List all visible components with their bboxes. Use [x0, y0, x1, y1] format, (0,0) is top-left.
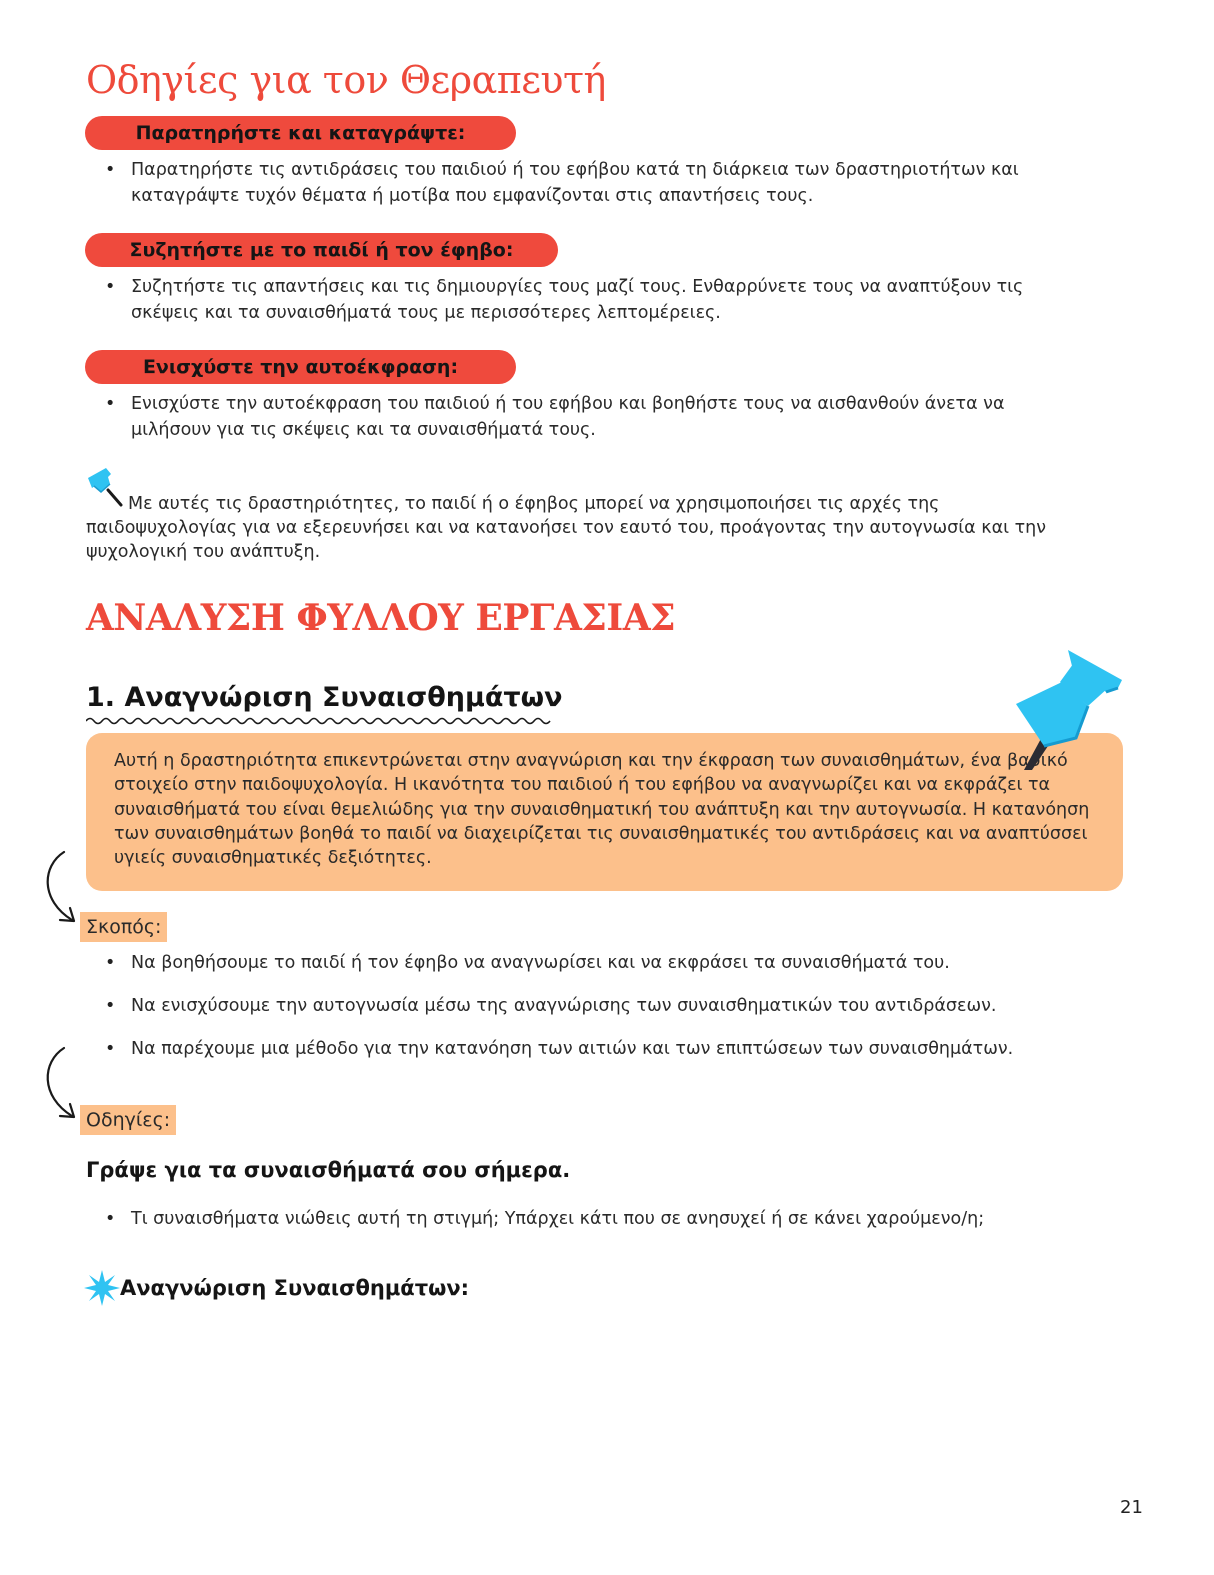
list-item: • Τι συναισθήματα νιώθεις αυτή τη στιγμή; Υπάρχει κάτι που σε ανησυχεί ή σε κάνει χαρούμενο/η;: [86, 1206, 1116, 1232]
list-item: • Συζητήστε τις απαντήσεις και τις δημιουργίες τους μαζί τους. Ενθαρρύνετε τους να αναπτύξουν τις σκέψεις και τα συναισθήματά τους με περισσότερες λεπτομέρειες.: [86, 274, 1086, 326]
section-heading-express: Ενισχύστε την αυτοέκφραση:: [85, 350, 516, 384]
pin-note-text: Με αυτές τις δραστηριότητες, το παιδί ή ο έφηβος μπορεί να χρησιμοποιήσει τις αρχές της παιδοψυχολογίας για να εξερευνήσει και να κατανοήσει τον εαυτό του, προάγοντας την αυτογνωσία και την ψυχολογική του ανάπτυξη.: [86, 494, 1046, 562]
wavy-underline: [86, 716, 554, 726]
page-title: Οδηγίες για τον Θεραπευτή: [86, 58, 606, 102]
list-item: • Να ενισχύσουμε την αυτογνωσία μέσω της αναγνώρισης των συναισθηματικών του αντιδράσεων.: [86, 993, 1116, 1019]
curved-arrow-icon: [38, 848, 82, 930]
pin-note: [86, 492, 1086, 564]
large-pushpin-icon: [1010, 642, 1126, 774]
section-heading-observe: Παρατηρήστε και καταγράψτε:: [85, 116, 516, 150]
intro-text: Αυτή η δραστηριότητα επικεντρώνεται στην αναγνώριση και την έκφραση των συναισθημάτων, ένα βασικό στοιχείο στην παιδοψυχολογία. Η ικανότητα του παιδιού ή του εφήβου να αναγνωρίζει και να εκφράζει τα συναισθήματά του είναι θεμελιώδης για την συναισθηματική του ανάπτυξη και την αυτογνωσία. Η κατανόηση των συναισθημάτων βοηθά το παιδί να διαχειρίζεται τις συναισθηματικές του αντιδράσεις και να αναπτύσσει υγιείς συναισθηματικές δεξιότητες.: [114, 751, 1090, 869]
bullet-list-discuss: [86, 274, 1086, 326]
list-item: • Ενισχύστε την αυτοέκφραση του παιδιού ή του εφήβου και βοηθήστε τους να αισθανθούν άνετα να μιλήσουν για τις σκέψεις και τα συναισθήματά τους.: [86, 391, 1046, 443]
activity-title: 1. Αναγνώριση Συναισθημάτων: [86, 682, 563, 713]
section-heading-discuss: Συζητήστε με το παιδί ή τον έφηβο:: [85, 233, 558, 267]
list-item: • Παρατηρήστε τις αντιδράσεις του παιδιού ή του εφήβου κατά τη διάρκεια των δραστηριοτήτων και καταγράψτε τυχόν θέματα ή μοτίβα που εμφανίζονται στις απαντήσεις τους.: [86, 157, 1086, 209]
starburst-icon: [84, 1270, 120, 1306]
page-number: 21: [1120, 1497, 1143, 1518]
bullet-list-express: [86, 391, 1046, 443]
emotion-recognition-heading: Αναγνώριση Συναισθημάτων:: [120, 1276, 470, 1300]
instructions-label: Οδηγίες:: [80, 1105, 176, 1135]
purpose-label: Σκοπός:: [80, 912, 167, 942]
curved-arrow-icon: [38, 1044, 82, 1126]
section-title: ΑΝΑΛΥΣΗ ΦΥΛΛΟΥ ΕΡΓΑΣΙΑΣ: [86, 597, 676, 639]
purpose-list: [86, 950, 1116, 1062]
list-item: • Να βοηθήσουμε το παιδί ή τον έφηβο να αναγνωρίσει και να εκφράσει τα συναισθήματά του.: [86, 950, 1116, 976]
prompt-title: Γράψε για τα συναισθήματά σου σήμερα.: [86, 1158, 571, 1182]
intro-box: [86, 733, 1123, 891]
prompt-list: [86, 1206, 1116, 1232]
list-item: • Να παρέχουμε μια μέθοδο για την κατανόηση των αιτιών και των επιπτώσεων των συναισθημάτων.: [86, 1036, 1116, 1062]
bullet-list-observe: [86, 157, 1086, 209]
